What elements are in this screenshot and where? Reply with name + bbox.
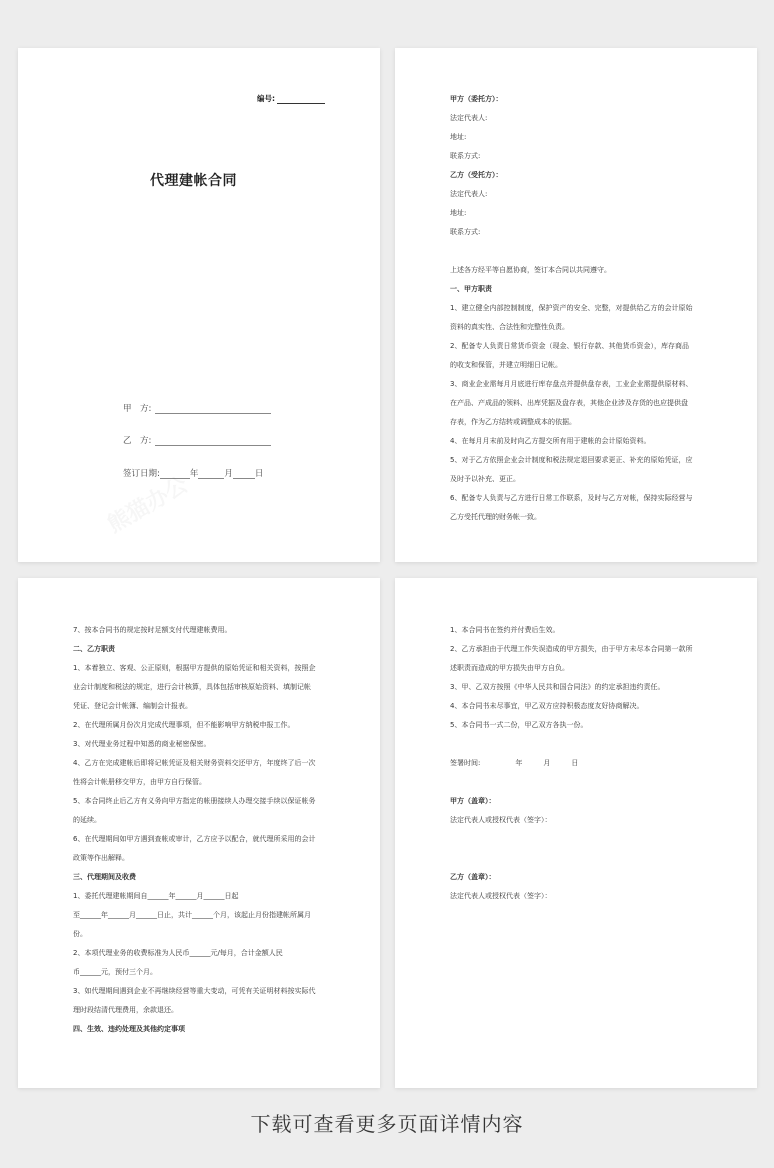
text-line: 理时段结清代理费用，余款退还。 bbox=[73, 1006, 178, 1014]
text-line: 6、配备专人负责与乙方进行日常工作联系，及时与乙方对帐，保持实际经营与 bbox=[450, 494, 693, 502]
text-line: 资料的真实性、合法性和完整性负责。 bbox=[450, 323, 569, 331]
section-heading: 四、生效、违约处理及其他约定事项 bbox=[73, 1025, 185, 1033]
text-line: 4、乙方在完成建帐后即将记帐凭证及相关财务资料交还甲方，年度终了后一次 bbox=[73, 759, 316, 767]
month-label: 月 bbox=[224, 469, 233, 479]
text-line: 1、建立健全内部控制制度，保护资产的安全、完整，对提供给乙方的会计原始 bbox=[450, 304, 693, 312]
party-b-line bbox=[155, 436, 271, 446]
page-cover bbox=[18, 48, 380, 562]
text-line: 2、在代理所属月份次月完成代理事项，但不能影响甲方纳税申报工作。 bbox=[73, 721, 295, 729]
text-line: 的收支和保管，并建立明细日记帐。 bbox=[450, 361, 562, 369]
sign-date-field bbox=[123, 467, 263, 479]
section-heading: 乙方（盖章）： bbox=[450, 873, 496, 881]
party-b-label: 乙 方: bbox=[123, 436, 152, 446]
text-line: 3、对代理业务过程中知悉的商业秘密保密。 bbox=[73, 740, 211, 748]
text-line: 7、按本合同书的规定按时足额支付代理建帐费用。 bbox=[73, 626, 232, 634]
section-heading: 甲方（盖章）： bbox=[450, 797, 496, 805]
text-line: 联系方式: bbox=[450, 228, 481, 236]
text-line: 的延续。 bbox=[73, 816, 101, 824]
page-2-text bbox=[450, 90, 692, 527]
page-4-text bbox=[450, 621, 692, 906]
text-line: 法定代表人: bbox=[450, 190, 488, 198]
text-line: 述职责而造成的甲方损失由甲方自负。 bbox=[450, 664, 569, 672]
text-line bbox=[450, 773, 692, 792]
day-label: 日 bbox=[254, 469, 264, 479]
text-line: 凭证、登记会计帐簿、编制会计报表。 bbox=[73, 702, 192, 710]
text-line: 性将会计帐册移交甲方，由甲方自行保管。 bbox=[73, 778, 206, 786]
page-parties-a-duties bbox=[395, 48, 757, 562]
section-heading: 三、代理期间及收费 bbox=[73, 873, 136, 881]
text-line: 存表，作为乙方结转或调整成本的依据。 bbox=[450, 418, 576, 426]
text-line: 政策等作出解释。 bbox=[73, 854, 129, 862]
party-a-line bbox=[155, 404, 271, 414]
party-a-field bbox=[123, 402, 271, 414]
text-line: 1、本合同书在签约并付费后生效。 bbox=[450, 626, 560, 634]
text-line: 签署时间: 年 月 日 bbox=[450, 759, 579, 767]
text-line: 4、本合同书未尽事宜，甲乙双方应持积极态度友好协商解决。 bbox=[450, 702, 644, 710]
text-line: 3、商业企业需每月月底进行库存盘点并提供盘存表，工业企业需提供原材料、 bbox=[450, 380, 693, 388]
section-heading: 二、乙方职责 bbox=[73, 645, 115, 653]
text-line: 法定代表人或授权代表（签字）： bbox=[450, 816, 552, 824]
text-line: 地址: bbox=[450, 133, 467, 141]
text-line: 2、乙方承担由于代理工作失误造成的甲方损失，由于甲方未尽本合同第一款所 bbox=[450, 645, 693, 653]
text-line: 至______年______月______日止，共计______个月，该起止月份指建帐所属月 bbox=[73, 911, 311, 919]
text-line: 在产品、产成品的领料、出库凭据及盘存表，其他企业涉及存货的也应提供盘 bbox=[450, 399, 688, 407]
year-label: 年 bbox=[189, 469, 199, 479]
section-heading: 一、甲方职责 bbox=[450, 285, 492, 293]
text-line: 份。 bbox=[73, 930, 87, 938]
text-line: 地址: bbox=[450, 209, 467, 217]
text-line: 1、委托代理建帐期间自______年______月______日起 bbox=[73, 892, 239, 900]
text-line: 法定代表人或授权代表（签字）： bbox=[450, 892, 552, 900]
text-line: 业会计制度和税法的规定，进行会计核算，具体包括审核原始资料、填制记帐 bbox=[73, 683, 311, 691]
document-title: 代理建帐合同 bbox=[150, 173, 237, 189]
page-3-text bbox=[73, 621, 315, 1039]
download-more-caption: 下载可查看更多页面详情内容 bbox=[250, 1112, 524, 1136]
party-a-label: 甲 方: bbox=[123, 404, 152, 414]
contract-number-line bbox=[277, 95, 325, 104]
text-line bbox=[450, 849, 692, 868]
text-line bbox=[450, 735, 692, 754]
text-line: 2、配备专人负责日常货币资金（现金、银行存款、其他货币资金），库存商品 bbox=[450, 342, 689, 350]
text-line: 4、在每月月末前及时向乙方提交所有用于建帐的会计原始资料。 bbox=[450, 437, 651, 445]
party-b-field bbox=[123, 434, 271, 446]
text-line: 3、甲、乙双方按照《中华人民共和国合同法》的约定承担违约责任。 bbox=[450, 683, 665, 691]
text-line: 5、本合同书一式二份，甲乙双方各执一份。 bbox=[450, 721, 588, 729]
text-line: 上述各方经平等自愿协商，签订本合同以共同遵守。 bbox=[450, 266, 611, 274]
text-line: 3、如代理期间遇到企业不再继续经营等重大变动，可凭有关证明材料按实际代 bbox=[73, 987, 316, 995]
text-line: 6、在代理期间如甲方遇到查帐或审计，乙方应予以配合，就代理所采用的会计 bbox=[73, 835, 316, 843]
text-line bbox=[450, 242, 692, 261]
contract-number bbox=[257, 93, 325, 104]
text-line: 乙方受托代理的财务帐一致。 bbox=[450, 513, 541, 521]
text-line: 及时予以补充、更正。 bbox=[450, 475, 520, 483]
text-line: 5、对于乙方依照企业会计制度和税法规定退回要求更正、补充的原始凭证，应 bbox=[450, 456, 693, 464]
text-line: 2、本项代理业务的收费标准为人民币______元/每月，合计金额人民 bbox=[73, 949, 283, 957]
section-heading: 甲方（委托方）： bbox=[450, 95, 503, 103]
text-line: 币______元，预付三个月。 bbox=[73, 968, 157, 976]
text-line: 法定代表人: bbox=[450, 114, 488, 122]
page-b-duties-fees bbox=[18, 578, 380, 1088]
section-heading: 乙方（受托方）： bbox=[450, 171, 503, 179]
contract-number-label: 编号: bbox=[257, 94, 275, 103]
text-line bbox=[450, 830, 692, 849]
text-line: 1、本着独立、客观、公正原则，根据甲方提供的原始凭证和相关资料，按照企 bbox=[73, 664, 316, 672]
page-terms-signature bbox=[395, 578, 757, 1088]
sign-date-label: 签订日期: bbox=[123, 469, 160, 479]
text-line: 联系方式: bbox=[450, 152, 481, 160]
text-line: 5、本合同终止后乙方有义务向甲方指定的帐册接续人办理交接手续以保证帐务 bbox=[73, 797, 316, 805]
